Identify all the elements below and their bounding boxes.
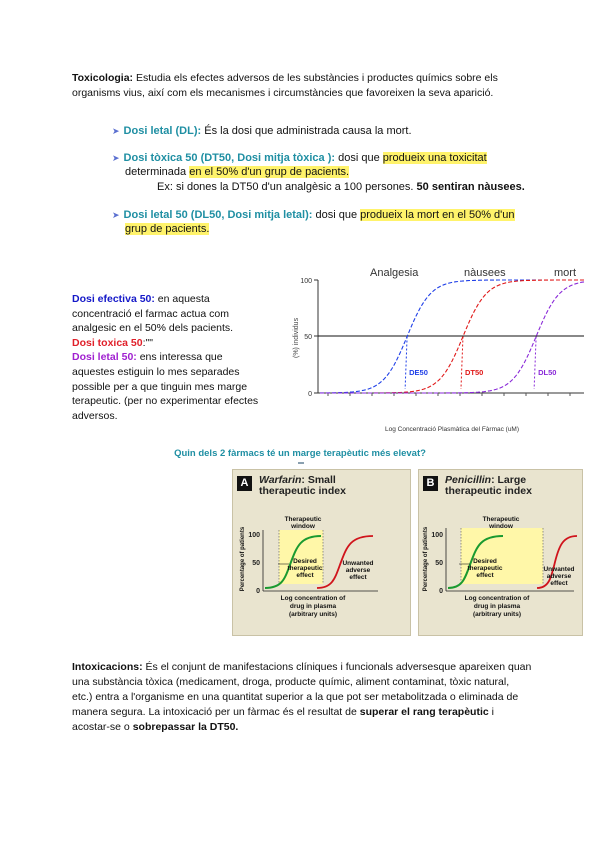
highlight-text: en el 50% d'un grup de pacients. [189, 166, 350, 178]
svg-text:0: 0 [439, 588, 443, 595]
bullet-dosi-letal-50-line2 [125, 222, 565, 237]
bullet-term: Dosi tòxica 50 (DT50, Dosi mitja tòxica ): [123, 152, 336, 164]
therapeutic-window-label: Therapeutic window [482, 516, 520, 530]
de50-term: Dosi efectiva 50: [72, 293, 155, 305]
intro-text: Estudia els efectes adversos de les substàncies i productes químics sobre els organisms vius, així com els mecanismes i circumstàncies que favoreixen la seva aparició. [72, 72, 498, 99]
bullet-text: dosi que [335, 152, 383, 164]
svg-text:100: 100 [431, 532, 443, 539]
desired-effect-label: Desired therapeutic effect [287, 558, 323, 579]
desired-effect-label: Desired therapeutic effect [467, 558, 503, 579]
x-axis-title: Log concentration of drug in plasma (arbitrary units) [280, 595, 346, 618]
y-tick-label: 0 [308, 391, 312, 398]
side-notes [72, 292, 267, 423]
arrow-bullet-icon: ➤ [112, 153, 120, 163]
bullet-text: És la dosi que administrada causa la mort. [201, 125, 412, 137]
svg-text:100: 100 [248, 532, 260, 539]
y-axis [293, 278, 318, 398]
intox-paragraph [72, 660, 532, 735]
svg-text:0: 0 [256, 588, 260, 595]
intox-bold: sobrepassar la DT50. [132, 721, 239, 733]
intox-text: És el conjunt de manifestacions clíniques i funcionals adversesque apareixen quan una substància tòxica (medicament, droga, producte químic, aliment contaminat, tòxic natural, etc.) entra a l'organisme en una quantitat superior a la que pot ser metabolitzada o eliminada de manera segura. La intoxicació per un fàrmac és el resultat de [72, 661, 532, 718]
bullet-dosi-letal-50 [112, 208, 562, 223]
x-axis-label: Log Concentració Plasmàtica del Fàrmac (uM) [384, 426, 520, 433]
drop-line-dl50 [534, 337, 536, 390]
intro-paragraph [72, 71, 532, 101]
series-label-nausees: nàusees [464, 267, 506, 279]
y-axis-title: Percentage of patients [240, 526, 246, 592]
bullet-term: Dosi letal 50 (DL50, Dosi mitja letal): [123, 209, 313, 221]
bullet-text: determinada [125, 166, 190, 178]
drop-line-de50 [405, 337, 407, 390]
bullet-dosi-toxica-50-line2 [125, 165, 565, 180]
bullet-dosi-letal [112, 124, 552, 139]
unwanted-effect-label: Unwanted adverse effect [543, 566, 575, 587]
unwanted-effect-label: Unwanted adverse effect [342, 560, 374, 581]
dose-response-chart [272, 258, 590, 438]
de50-text: en aquesta concentració el farmac actua com analgesic en el 50% dels pacients. [72, 293, 234, 335]
title-line2: therapeutic index [259, 485, 346, 497]
arrow-bullet-icon: ➤ [112, 126, 120, 136]
question-heading: Quin dels 2 fàrmacs té un marge terapèutic més elevat? [174, 448, 426, 459]
intox-text: i acostar-se o [72, 706, 494, 733]
dl50-term: Dosi letal 50: [72, 351, 137, 364]
bullet-example [157, 180, 577, 195]
highlight-text: produeix la mort en el 50% d'un [360, 209, 515, 221]
intro-term: Toxicologia: [72, 72, 134, 84]
title-rest: : Large [491, 474, 527, 486]
bullet-dosi-toxica-50 [112, 151, 562, 166]
y-tick-label: 50 [304, 334, 312, 341]
figure-letter: B [423, 476, 438, 491]
svg-text:50: 50 [252, 560, 260, 567]
example-text: Ex: si dones la DT50 d'un analgèsic a 100 persones. [157, 181, 417, 193]
bullet-term: Dosi letal (DL): [123, 125, 202, 137]
drug-name: Penicillin [445, 474, 492, 486]
figure-b-penicillin [418, 469, 583, 636]
dl50-text: ens interessa que aquestes estiguin lo mes separades possible per a que tinguin mes marge terapeutic. (per no experimentar efectes adversos. [72, 351, 259, 422]
series-label-mort: mort [554, 267, 576, 279]
therapeutic-window-label: Therapeutic window [284, 516, 322, 530]
y-axis-title: Percentage of patients [423, 526, 429, 592]
drug-name: Warfarin [259, 474, 302, 486]
figure-letter: A [237, 476, 252, 491]
highlight-text: grup de pacients. [125, 223, 210, 235]
dt50-term: Dosi toxica 50 [72, 336, 143, 349]
svg-text:50: 50 [435, 560, 443, 567]
series-label-analgesia: Analgesia [370, 267, 419, 279]
highlight-text: produeix una toxicitat [382, 152, 487, 164]
example-bold: 50 sentiran nàusees. [416, 181, 525, 193]
marker-label-dl50: DL50 [538, 368, 557, 377]
intox-bold: superar el rang terapèutic [359, 706, 489, 718]
title-line2: therapeutic index [445, 485, 532, 497]
arrow-bullet-icon: ➤ [112, 210, 120, 220]
dt50-text: :"" [142, 336, 153, 349]
x-axis-title: Log concentration of drug in plasma (arbitrary units) [464, 595, 530, 618]
marker-label-de50: DE50 [409, 368, 428, 377]
figure-a-warfarin [232, 469, 411, 636]
marker-label-dt50: DT50 [464, 368, 484, 377]
title-rest: : Small [301, 474, 336, 486]
y-tick-label: 100 [300, 278, 312, 285]
tiny-mark [298, 462, 304, 464]
intox-term: Intoxicacions: [72, 661, 143, 673]
y-axis-label: (%) individus [293, 317, 300, 358]
bullet-text: dosi que [312, 209, 361, 221]
drop-line-dt50 [461, 337, 463, 390]
